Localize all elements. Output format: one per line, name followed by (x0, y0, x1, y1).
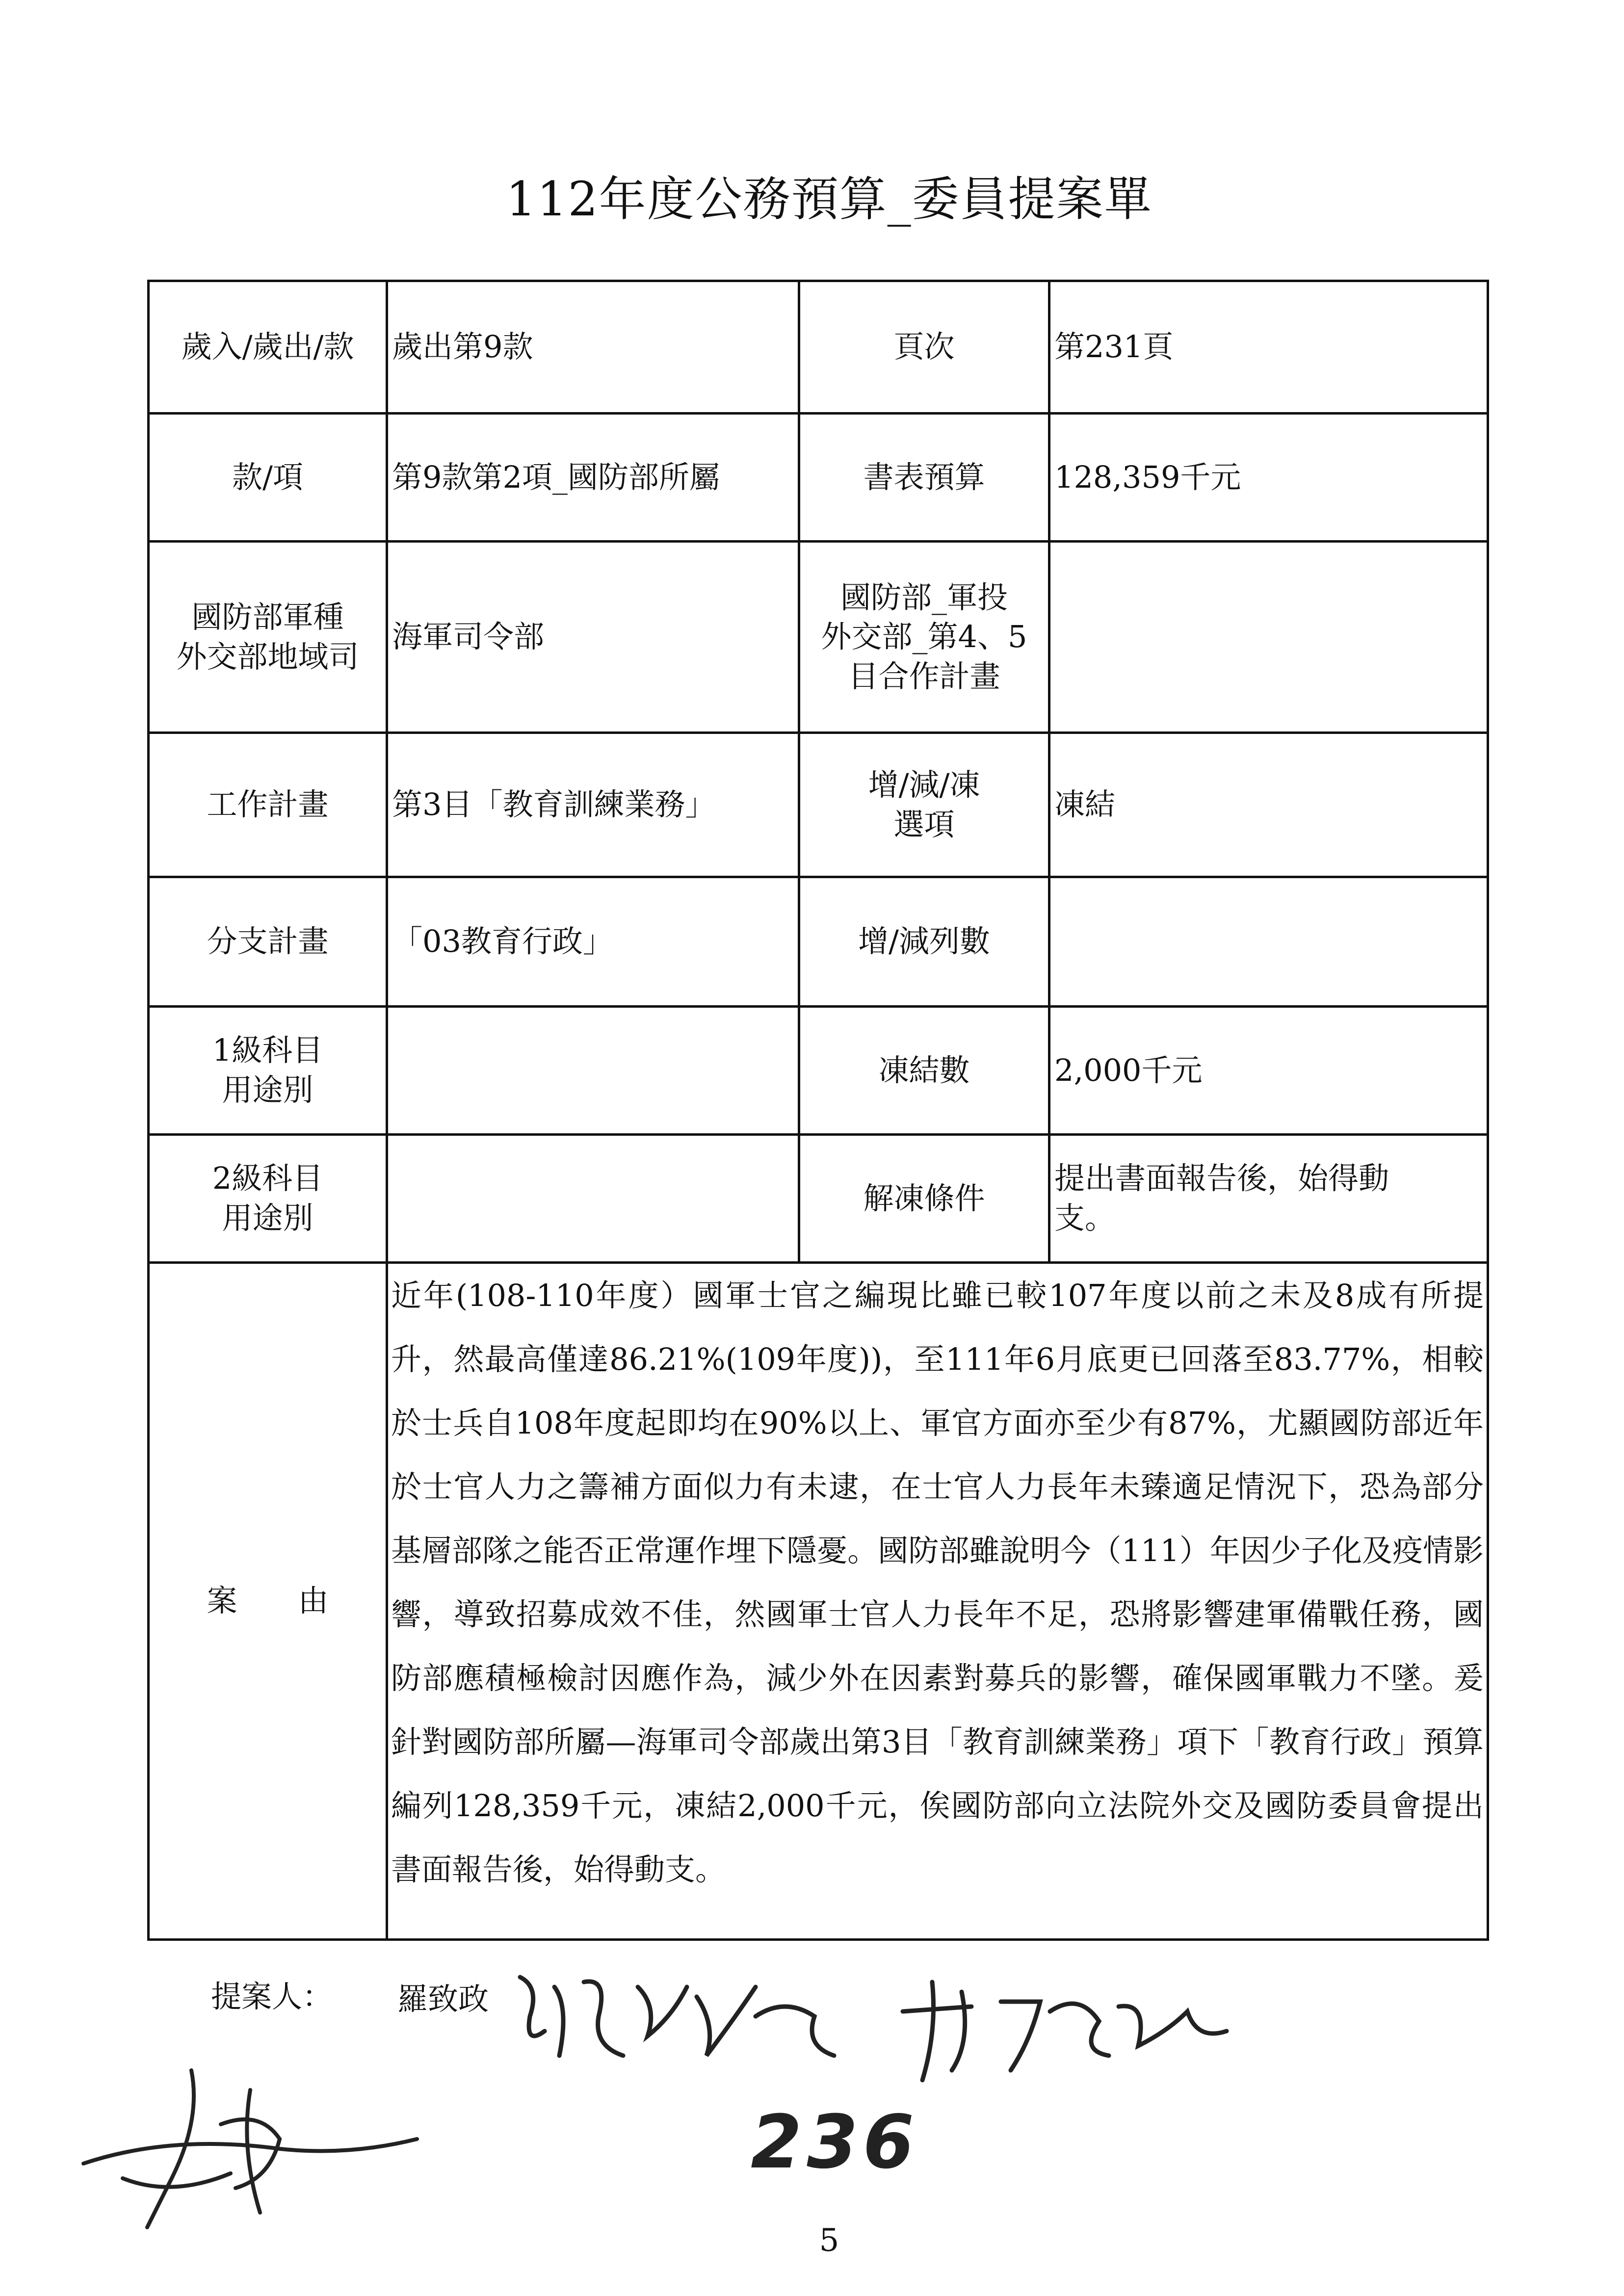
row-value (1049, 877, 1488, 1007)
table-row (149, 1135, 1488, 1263)
row-label: 國防部_軍投 外交部_第4、5 目合作計畫 (799, 542, 1049, 733)
page-number: 5 (819, 2222, 839, 2259)
row-value: 第231頁 (1049, 281, 1488, 414)
row-label: 歲入/歲出/款 (149, 281, 387, 414)
row-value: 歲出第9款 (387, 281, 799, 414)
row-label: 2級科目 用途別 (149, 1135, 387, 1263)
row-value (1049, 542, 1488, 733)
case-label: 案 由 (149, 1263, 387, 1940)
proposer-name: 羅致政 (397, 1981, 489, 2017)
table-row (149, 877, 1488, 1007)
row-label: 工作計畫 (149, 733, 387, 877)
row-value (387, 1135, 799, 1263)
row-label: 書表預算 (799, 414, 1049, 542)
row-label: 解凍條件 (799, 1135, 1049, 1263)
table-row (149, 542, 1488, 733)
case-text: 近年(108-110年度）國軍士官之編現比雖已較107年度以前之未及8成有所提升，然最高僅達86.21%(109年度))，至111年6月底更已回落至83.77%，相較於士兵自108年度起即均在90%以上、軍官方面亦至少有87%，尤顯國防部近年於士官人力之籌補方面似力有未逮，在士官人力長年未臻適足情況下，恐為部分基層部隊之能否正常運作埋下隱憂。國防部雖說明今（111）年因少子化及疫情影響，導致招募成效不佳，然國軍士官人力長年不足，恐將影響建軍備戰任務，國防部應積極檢討因應作為，減少外在因素對募兵的影響，確保國軍戰力不墜。爰針對國防部所屬—海軍司令部歲出第3目「教育訓練業務」項下「教育行政」預算編列128,359千元，凍結2,000千元，俟國防部向立法院外交及國防委員會提出書面報告後，始得動支。 (387, 1263, 1488, 1940)
row-value: 128,359千元 (1049, 414, 1488, 542)
signature-3 (74, 2051, 446, 2247)
row-label: 款/項 (149, 414, 387, 542)
row-value: 提出書面報告後，始得動 支。 (1049, 1135, 1488, 1263)
page-title: 112年度公務預算_委員提案單 (506, 172, 1153, 227)
row-value: 凍結 (1049, 733, 1488, 877)
row-label: 1級科目 用途別 (149, 1007, 387, 1135)
row-label: 增/減列數 (799, 877, 1049, 1007)
table-row (149, 414, 1488, 542)
signature-2 (893, 1972, 1246, 2090)
row-value: 第9款第2項_國防部所屬 (387, 414, 799, 542)
row-label: 國防部軍種 外交部地域司 (149, 542, 387, 733)
signature-1 (510, 1957, 854, 2085)
row-value: 2,000千元 (1049, 1007, 1488, 1135)
row-value: 「03教育行政」 (387, 877, 799, 1007)
row-label: 分支計畫 (149, 877, 387, 1007)
proposal-table (147, 280, 1489, 1941)
row-label: 增/減/凍 選項 (799, 733, 1049, 877)
case-row (149, 1263, 1488, 1940)
table-row (149, 1007, 1488, 1135)
row-value: 第3目「教育訓練業務」 (387, 733, 799, 877)
table-row (149, 281, 1488, 414)
handwritten-number: 236 (751, 2100, 919, 2185)
row-value: 海軍司令部 (387, 542, 799, 733)
proposer-label: 提案人： (211, 1979, 333, 2014)
row-label: 凍結數 (799, 1007, 1049, 1135)
table-row (149, 733, 1488, 877)
row-label: 頁次 (799, 281, 1049, 414)
row-value (387, 1007, 799, 1135)
